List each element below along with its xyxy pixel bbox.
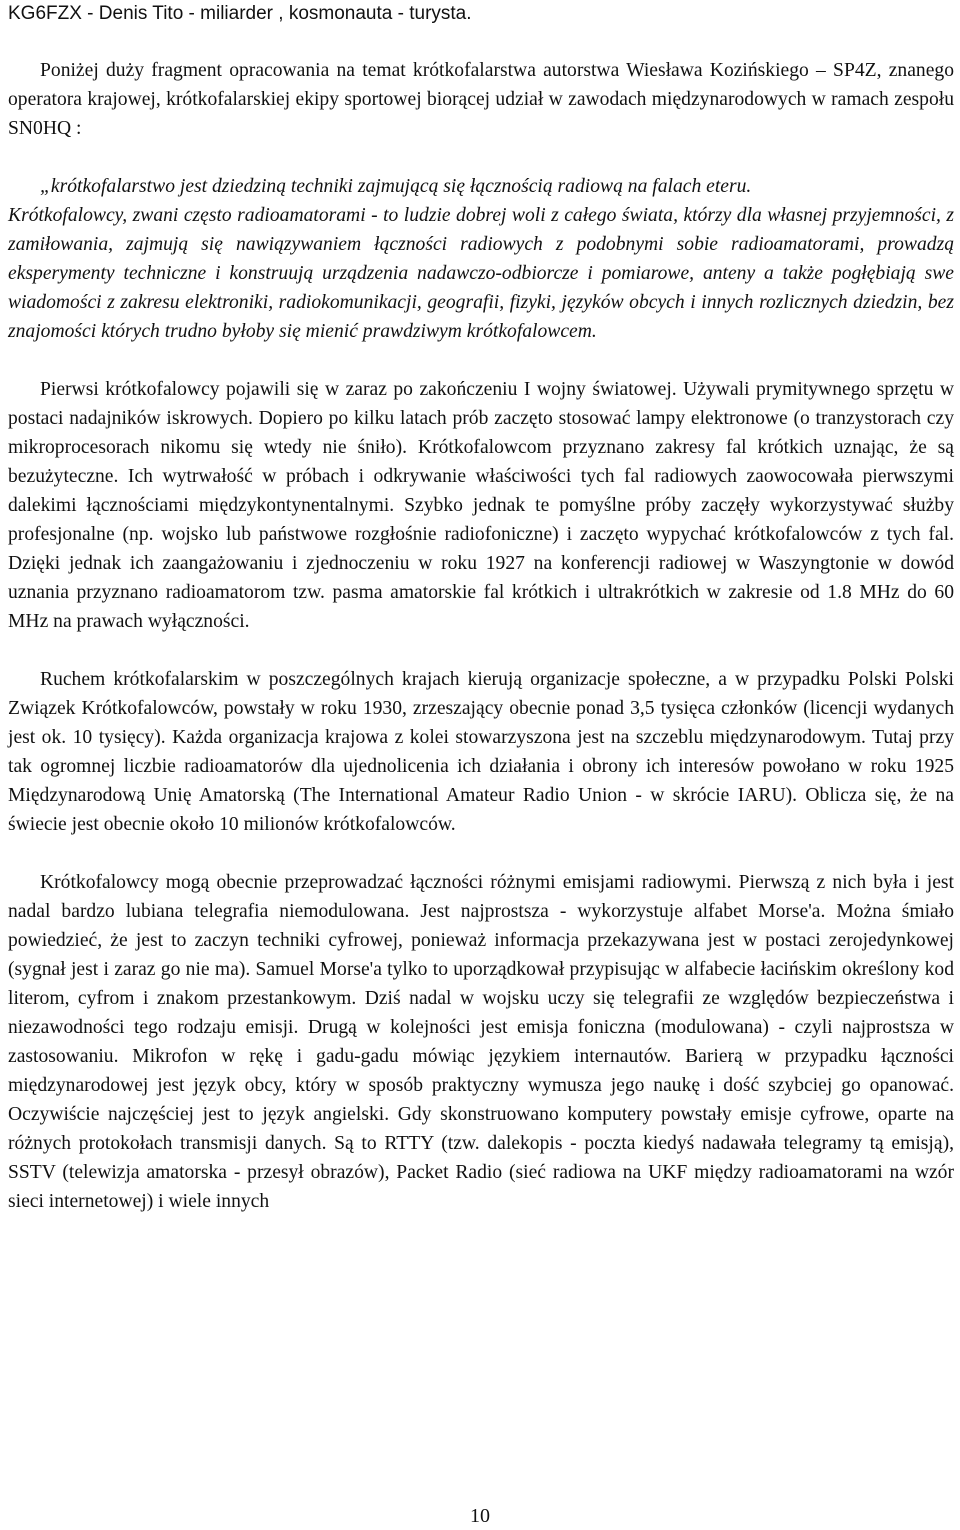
page-header: KG6FZX - Denis Tito - miliarder , kosmonauta - turysta. — [8, 3, 472, 24]
intro-paragraph: Poniżej duży fragment opracowania na temat krótkofalarstwa autorstwa Wiesława Kozińskiego – SP4Z, znanego operatora krajowej, krótkofalarskiej ekipy sportowej biorącej udział w zawodach międzynarodowych w ramach zespołu SN0HQ : — [8, 60, 954, 139]
page-number: 10 — [470, 1505, 490, 1527]
quote-opening-line: „krótkofalarstwo jest dziedziną techniki zajmującą się łącznością radiową na falach eteru. — [40, 176, 752, 197]
document-body — [8, 56, 954, 1216]
quote-paragraph: Krótkofalowcy, zwani często radioamatorami - to ludzie dobrej woli z całego świata, którzy dla własnej przyjemności, z zamiłowania, zajmują się nawiązywaniem łączności radiowych z podobnymi sobie radioamatorami, prowadzą eksperymenty techniczne i konstruują urządzenia nadawczo-odbiorcze i pomiarowe, anteny a także pogłębiają swe wiadomości z zakresu elektroniki, radiokomunikacji, geografii, fizyki, języków obcych i innych rozlicznych dziedzin, bez znajomości których trudno byłoby się mienić prawdziwym krótkofalowcem. — [8, 205, 954, 342]
emissions-paragraph: Krótkofalowcy mogą obecnie przeprowadzać łączności różnymi emisjami radiowymi. Pierwszą z nich była i jest nadal bardzo lubiana telegrafia niemodulowana. Jest najprostsza - wykorzystuje alfabet Morse'a. Można śmiało powiedzieć, że jest to zaczyn techniki cyfrowej, ponieważ informacja przekazywana jest w postaci zerojedynkowej (sygnał jest i zaraz go nie ma). Samuel Morse'a tylko to uporządkował przypisując w alfabecie łacińskim określony kod literom, cyfrom i znakom przestankowym. Dziś nadal w wojsku uczy się telegrafii ze względów bezpieczeństwa i niezawodności tego rodzaju emisji. Drugą w kolejności jest emisja foniczna (modulowana) - czyli najprostsza w zastosowaniu. Mikrofon w rękę i gadu-gadu mówiąc językiem internautów. Barierą w przypadku łączności międzynarodowej jest język obcy, który w sposób praktyczny wymusza jego naukę i dość szybciej go opanować. Oczywiście najczęściej jest to język angielski. Gdy skonstruowano komputery powstały emisje cyfrowe, oparte na różnych protokołach transmisji danych. Są to RTTY (tzw. dalekopis - poczta kiedyś nadawała telegramy tą emisją), SSTV (telewizja amatorska - przesył obrazów), Packet Radio (sieć radiowa na UKF między radioamatorami na wzór sieci internetowej) i wiele innych — [8, 872, 954, 1212]
organizations-paragraph: Ruchem krótkofalarskim w poszczególnych krajach kierują organizacje społeczne, a w przypadku Polski Polski Związek Krótkofalowców, powstały w roku 1930, zrzeszający obecnie ponad 3,5 tysięca członków (licencji wydanych jest ok. 10 tysięcy). Każda organizacja krajowa z kolei stowarzyszona jest na szczeblu międzynarodowym. Tutaj przy tak ogromnej liczbie radioamatorów dla ujednolicenia ich działania i obrony ich interesów powołano w roku 1925 Międzynarodową Unię Amatorską (The International Amateur Radio Union - w skrócie IARU). Oblicza się, że na świecie jest obecnie około 10 milionów krótkofalowców. — [8, 669, 954, 835]
history-paragraph: Pierwsi krótkofalowcy pojawili się w zaraz po zakończeniu I wojny światowej. Używali prymitywnego sprzętu w postaci nadajników iskrowych. Dopiero po kilku latach prób zaczęto stosować lampy elektronowe (o tranzystorach czy mikroprocesorach nikomu się wtedy nie śniło). Krótkofalowcom przyznano zakresy fal krótkich uznając, że są bezużyteczne. Ich wytrwałość w próbach i odkrywanie właściwości tych fal radiowych zaowocowała pierwszymi dalekimi łącznościami międzykontynentalnymi. Szybko jednak te pomyślne próby zaczęły wykorzystywać służby profesjonalne (np. wojsko lub państwowe rozgłośnie radiofoniczne) i zaczęto wypychać krótkofalowców z tych fal. Dzięki jednak ich zaangażowaniu i zjednoczeniu w roku 1927 na konferencji radiowej w Waszyngtonie w dowód uznania przyznano radioamatorom tzw. pasma amatorskie fal krótkich i ultrakrótkich w zakresie od 1.8 MHz do 60 MHz na prawach wyłączności. — [8, 379, 954, 632]
